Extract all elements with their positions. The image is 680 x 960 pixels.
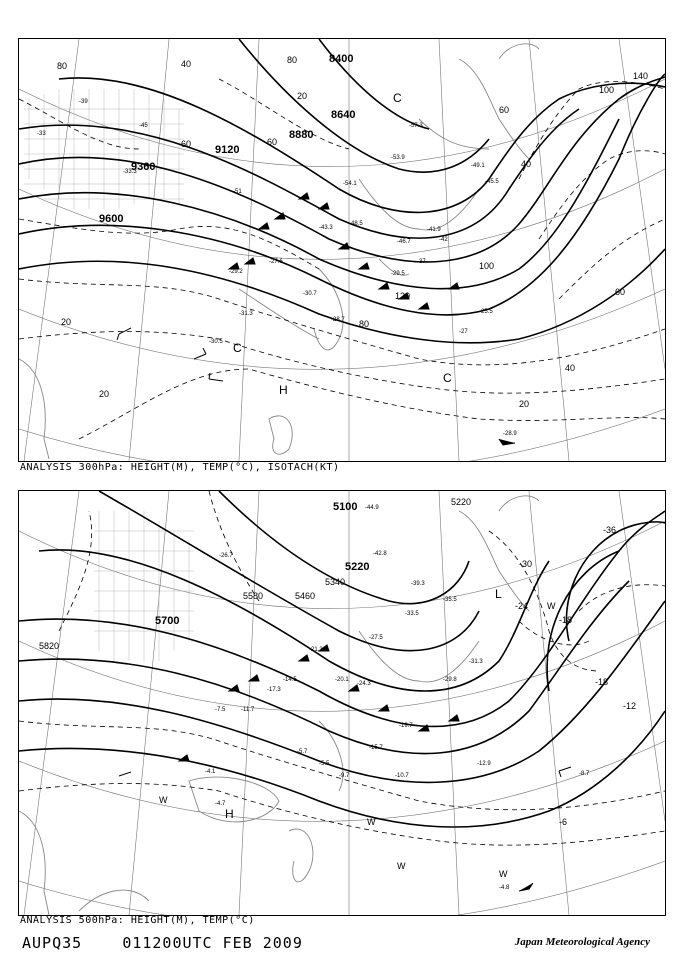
station-temp: -53.9 (391, 155, 405, 161)
station-temp: -31.3 (239, 311, 253, 317)
station-temp: -28.9 (503, 431, 517, 437)
map-300hpa-svg (19, 39, 665, 461)
height-label-9360: 9360 (131, 161, 156, 173)
cyclone-center-c: C (443, 371, 452, 385)
station-temp: -39.3 (411, 581, 425, 587)
station-temp: -21.3 (309, 647, 323, 653)
isotach-label: 60 (615, 287, 626, 297)
station-temp: -27.6 (269, 259, 283, 265)
jet-hatch (24, 89, 184, 209)
isotach-label: 80 (57, 61, 68, 71)
station-temp: -33.5 (405, 611, 419, 617)
station-temp: -27 (459, 329, 468, 335)
temp-label: -36 (603, 525, 617, 535)
station-temp: -46.7 (397, 239, 411, 245)
map-300hpa (18, 38, 666, 462)
isotach-label: 20 (297, 91, 308, 101)
station-temp: -42.8 (373, 551, 387, 557)
height-label-9120: 9120 (215, 144, 240, 156)
station-temp: -4.1 (205, 769, 216, 775)
station-temp: -48.5 (349, 221, 363, 227)
agency-name: Japan Meteorological Agency (514, 936, 650, 948)
isotach-label: 80 (287, 55, 298, 65)
height-contours (19, 39, 665, 343)
cyclone-center-c: C (233, 341, 242, 355)
station-temp: -39 (79, 99, 88, 105)
height-label-8640: 8640 (331, 109, 356, 121)
isotach-label: 100 (599, 85, 615, 95)
station-temp: -4.7 (215, 801, 226, 807)
height-label-5220: 5220 (451, 497, 472, 507)
station-temp: -7.5 (215, 707, 226, 713)
station-temp: -33 (37, 131, 46, 137)
high-center-h: H (225, 807, 234, 821)
temp-label: -6 (559, 817, 568, 827)
station-temp: -31.3 (469, 659, 483, 665)
station-temp: -12.9 (477, 761, 491, 767)
temp-label: -18 (559, 615, 573, 625)
station-temp: -10.7 (395, 773, 409, 779)
hatch (94, 511, 194, 661)
station-temp: -45.5 (485, 179, 499, 185)
temp-label: -30 (519, 559, 533, 569)
height-label-5340: 5340 (325, 577, 346, 587)
station-temp: -24.3 (357, 681, 371, 687)
station-temp: -5.5 (319, 761, 330, 767)
station-temp: -49.1 (471, 163, 485, 169)
station-temp: -51 (233, 189, 242, 195)
station-temp: -26.7 (219, 553, 233, 559)
isotach-label: 20 (61, 317, 72, 327)
station-temp: -5.7 (297, 749, 308, 755)
station-temp: -27.5 (369, 635, 383, 641)
station-temp: -37 (417, 259, 426, 265)
height-label-5580: 5580 (243, 591, 264, 601)
isotach-label: 40 (521, 159, 532, 169)
warm-center-w: W (367, 817, 376, 827)
station-temp: -28.7 (331, 317, 345, 323)
station-temp: -43.3 (319, 225, 333, 231)
chart-timestamp: 011200UTC FEB 2009 (122, 934, 303, 952)
height-label-5700: 5700 (155, 615, 180, 627)
chart-code: AUPQ35 (22, 934, 83, 952)
station-temp: -41.9 (427, 227, 441, 233)
map-500hpa (18, 490, 666, 916)
isotach-label: 80 (359, 319, 370, 329)
warm-center-w: W (499, 869, 508, 879)
height-label-5820: 5820 (39, 641, 60, 651)
station-temp: -4.8 (499, 885, 510, 891)
isotach-label: 120 (395, 291, 411, 301)
station-temp: -19.7 (399, 723, 413, 729)
station-temp: -35.5 (443, 597, 457, 603)
isotach-label: 40 (181, 59, 192, 69)
isotach-label: 40 (565, 363, 576, 373)
height-label-5460: 5460 (295, 591, 316, 601)
caption-500hpa: ANALYSIS 500hPa: HEIGHT(M), TEMP(°C) (20, 915, 255, 926)
isotach-label: 100 (479, 261, 495, 271)
station-temp: -9.7 (339, 773, 350, 779)
station-temp: -54.1 (343, 181, 357, 187)
temp-label: -24 (515, 601, 529, 611)
station-temp: -15.7 (369, 745, 383, 751)
caption-300hpa: ANALYSIS 300hPa: HEIGHT(M), TEMP(°C), ISOTACH(KT) (20, 462, 340, 473)
graticule (19, 39, 665, 461)
station-temp: -25.5 (479, 309, 493, 315)
warm-center-w: W (547, 601, 556, 611)
height-label-5100: 5100 (333, 501, 358, 513)
temp-label: -18 (595, 677, 609, 687)
warm-center-w: W (159, 795, 168, 805)
station-temp: -30.5 (209, 339, 223, 345)
station-temp: -8.7 (579, 771, 590, 777)
station-temp: -44.9 (365, 505, 379, 511)
station-temp: -42 (439, 237, 448, 243)
low-center-l: L (495, 587, 502, 601)
station-temp: -20.1 (335, 677, 349, 683)
isotach-label: 20 (99, 389, 110, 399)
height-label-8880: 8880 (289, 129, 314, 141)
station-temp: -30.7 (303, 291, 317, 297)
warm-center-w: W (397, 861, 406, 871)
isotach-label: 60 (267, 137, 278, 147)
isotach-label: 60 (181, 139, 192, 149)
height-label-9600: 9600 (99, 213, 124, 225)
station-temp: -17.3 (267, 687, 281, 693)
station-temp: -57.3 (409, 123, 423, 129)
station-temp: -45 (139, 123, 148, 129)
isotach-label: 140 (633, 71, 649, 81)
station-temp: -29.2 (229, 269, 243, 275)
chart-identifier (22, 934, 303, 952)
isotach-label: 60 (499, 105, 510, 115)
height-label-8400: 8400 (329, 53, 354, 65)
coastlines (19, 496, 539, 915)
wind-barbs (117, 193, 515, 445)
station-temp: -14.5 (283, 677, 297, 683)
map-500hpa-svg (19, 491, 665, 915)
height-label-5220: 5220 (345, 561, 370, 573)
station-temp: -33.3 (123, 169, 137, 175)
isotach-label: 20 (519, 399, 530, 409)
temp-label: -12 (623, 701, 637, 711)
cyclone-center-c: C (393, 91, 402, 105)
station-temp: -11.7 (241, 707, 255, 713)
station-temp: -29.5 (391, 271, 405, 277)
high-center-h: H (279, 383, 288, 397)
station-temp: -29.8 (443, 677, 457, 683)
